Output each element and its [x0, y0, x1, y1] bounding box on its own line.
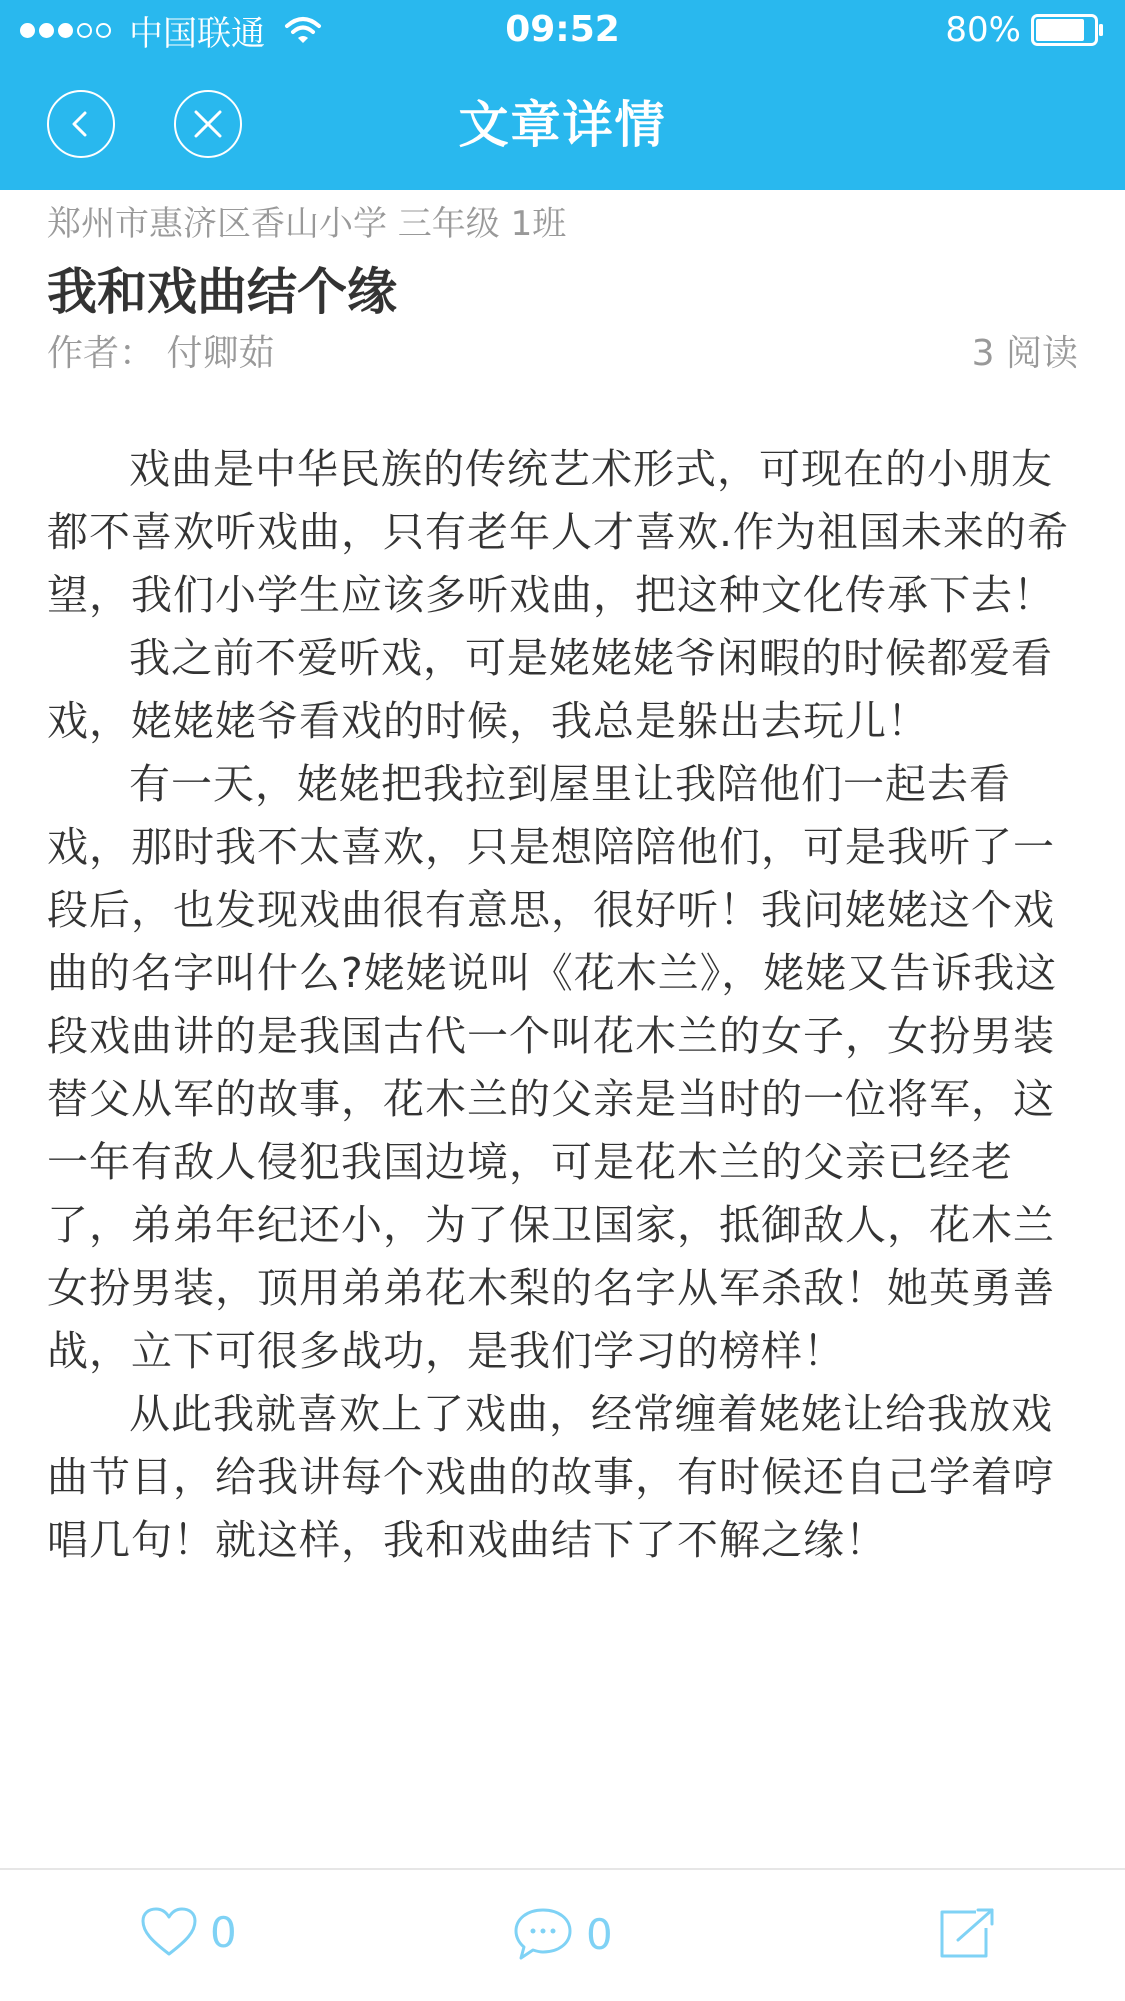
- comment-count: 0: [586, 1909, 613, 1959]
- school-class-label: 郑州市惠济区香山小学 三年级 1班: [47, 204, 567, 244]
- article-paragraph: 有一天，姥姥把我拉到屋里让我陪他们一起去看戏，那时我不太喜欢，只是想陪陪他们，可是我听了一段后，也发现戏曲很有意思，很好听！我问姥姥这个戏曲的名字叫什么?姥姥说叫《花木兰》，姥姥又告诉我这段戏曲讲的是我国古代一个叫花木兰的女子，女扮男装替父从军的故事，花木兰的父亲是当时的一位将军，这一年有敌人侵犯我国边境，可是花木兰的父亲已经老了，弟弟年纪还小，为了保卫国家，抵御敌人，花木兰女扮男装，顶用弟弟花木梨的名字从军杀敌！她英勇善战，立下可很多战功，是我们学习的榜样！: [47, 760, 1058, 1375]
- carrier-label: 中国联通: [129, 13, 265, 54]
- heart-icon: [140, 1906, 198, 1958]
- battery-icon: [1031, 14, 1105, 46]
- like-count: 0: [210, 1907, 237, 1957]
- share-button[interactable]: [936, 1906, 998, 1962]
- author-label: 作者： 付卿茹: [47, 333, 275, 374]
- article-paragraph: 戏曲是中华民族的传统艺术形式，可现在的小朋友都不喜欢听戏曲，只有老年人才喜欢.作为祖国未来的希望，我们小学生应该多听戏曲，把这种文化传承下去！: [47, 445, 1070, 619]
- like-button[interactable]: [140, 1906, 237, 1958]
- article-body: [47, 438, 1079, 1572]
- comment-bubble-icon: [512, 1906, 574, 1962]
- bottom-toolbar: [0, 1868, 1125, 2001]
- nav-bar: [0, 60, 1125, 190]
- comment-button[interactable]: [512, 1906, 613, 1962]
- read-count: 3 阅读: [971, 333, 1078, 374]
- battery-percent: 80%: [945, 10, 1021, 50]
- article-paragraph: 我之前不爱听戏，可是姥姥姥爷闲暇的时候都爱看戏，姥姥姥爷看戏的时候，我总是躲出去玩儿！: [47, 634, 1053, 745]
- status-time: 09:52: [505, 9, 620, 50]
- page-title: 文章详情: [458, 96, 667, 154]
- status-right: [945, 8, 1105, 52]
- article-title: 我和戏曲结个缘: [47, 263, 397, 321]
- status-bar: [0, 0, 1125, 60]
- share-edit-icon: [936, 1906, 998, 1962]
- article-paragraph: 从此我就喜欢上了戏曲，经常缠着姥姥让给我放戏曲节目，给我讲每个戏曲的故事，有时候还自己学着哼唱几句！就这样，我和戏曲结下了不解之缘！: [47, 1390, 1055, 1564]
